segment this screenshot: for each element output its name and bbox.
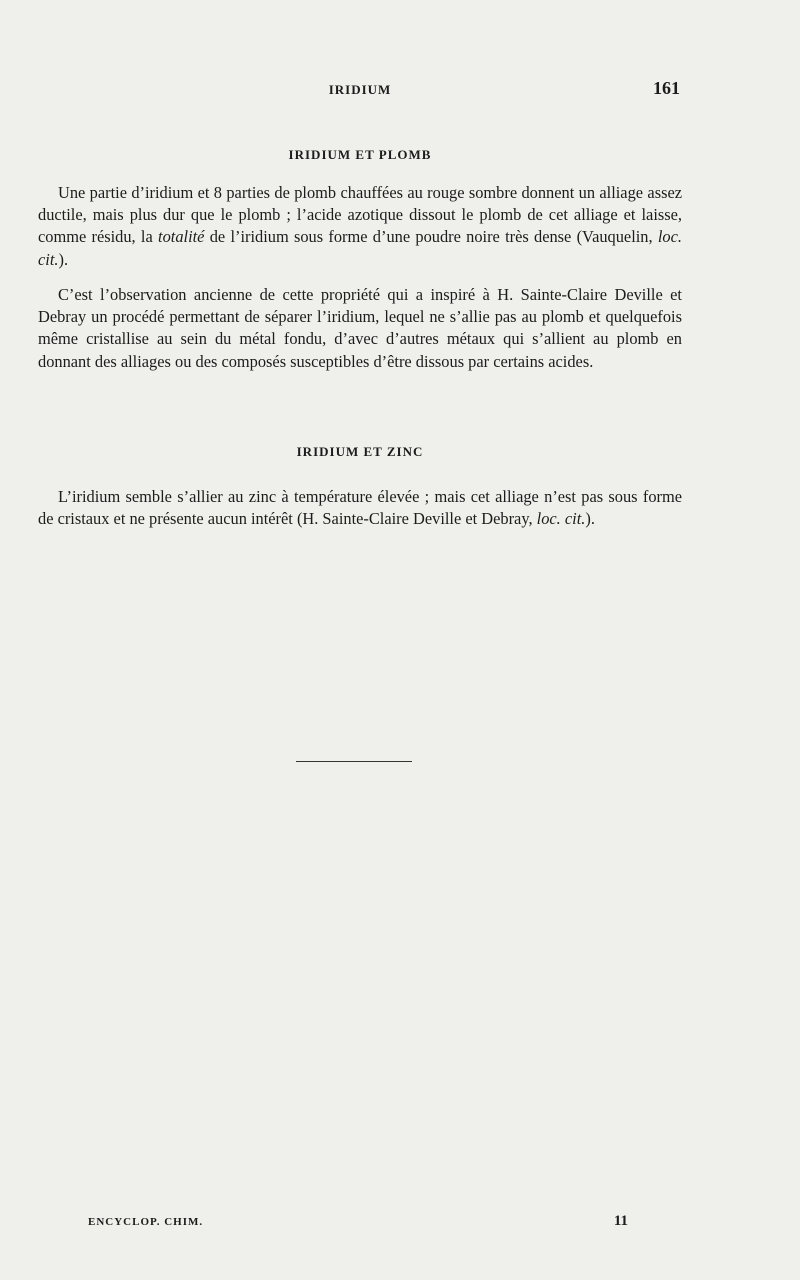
paragraph-text: Une partie d’iridium et 8 parties de plomb chauffées au rouge sombre donnent un alliage assez ductile, mais plus dur que le plomb ; l’acide azotique dissout le plomb de cet alliage et laisse, comme résidu, la — [38, 183, 682, 247]
footer — [88, 1213, 628, 1236]
signature-text: ENCYCLOP. CHIM. — [88, 1216, 204, 1228]
paragraph-text: ). — [58, 249, 69, 269]
paragraph-text: L’iridium semble s’allier au zinc à température élevée ; mais cet alliage n’est pas sous forme de cristaux et ne présente aucun intérêt (H. Sainte-Claire Deville et Debray, — [38, 487, 682, 529]
paragraph-text: de l’iridium sous forme d’une poudre noire très dense (Vauquelin, — [204, 227, 658, 247]
paragraph-text: ). — [585, 509, 595, 529]
running-title: IRIDIUM — [328, 82, 392, 97]
emphasis-text: totalité — [158, 227, 205, 247]
paragraph-iridium-zinc-1 — [38, 486, 682, 530]
paragraph-iridium-plomb-1 — [38, 182, 682, 271]
emphasis-text: loc. cit. — [38, 227, 682, 269]
signature-number: 11 — [613, 1213, 628, 1229]
paragraph-iridium-plomb-2 — [38, 284, 682, 373]
emphasis-text: loc. cit. — [536, 509, 586, 529]
section-title-iridium-zinc: IRIDIUM ET ZINC — [296, 444, 424, 459]
page-number: 161 — [653, 78, 680, 98]
section-title-iridium-plomb: IRIDIUM ET PLOMB — [288, 147, 432, 162]
paragraph-text: C’est l’observation ancienne de cette propriété qui a inspiré à H. Sainte-Claire Deville et Debray un procédé permettant de séparer l’iridium, lequel ne s’allie pas au plomb et quelquefois même cristallise au sein du métal fondu, d’avec d’autres métaux qui s’allient au plomb en donnant des alliages ou des composés susceptibles d’être dissous par certains acides. — [38, 285, 682, 371]
section-end-rule — [296, 761, 412, 762]
running-header — [40, 78, 680, 100]
